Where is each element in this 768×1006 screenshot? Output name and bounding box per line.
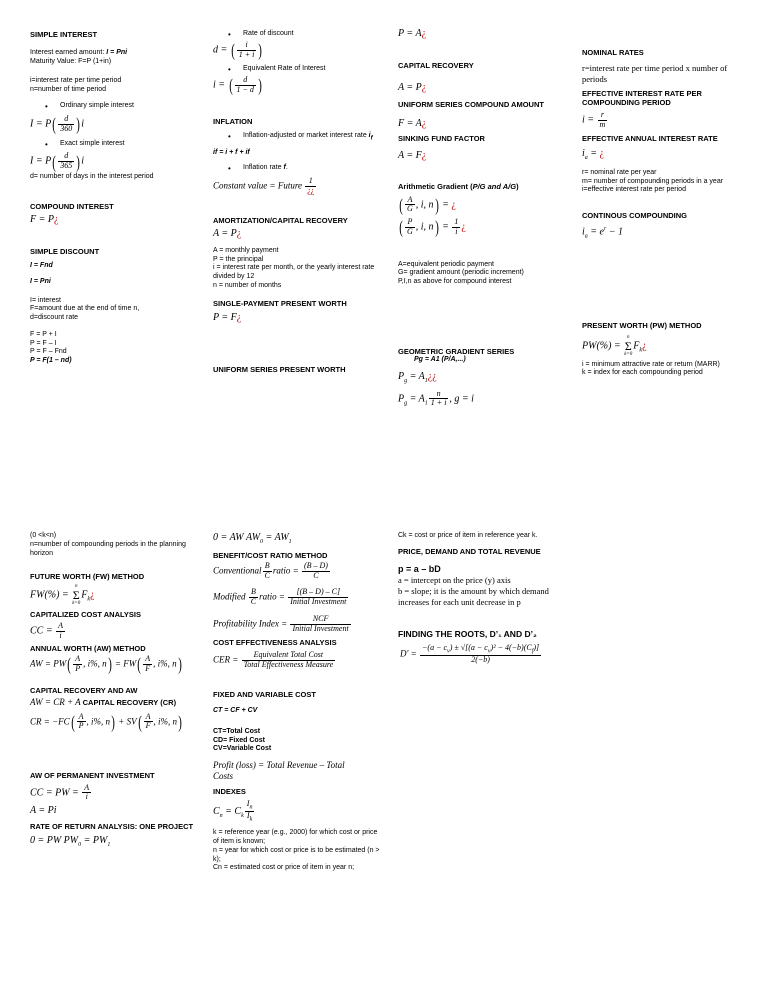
rate-of-discount: • Rate of discount — [213, 30, 383, 39]
m-def: m= number of compounding periods in a year — [582, 177, 724, 185]
am-p-def: P = the principal — [213, 255, 264, 263]
sff-formula: A = F¿ — [398, 149, 427, 161]
n-compounding-def: n=number of compounding periods in the planning horizon — [30, 540, 186, 557]
i-eff-def: i=effective interest rate per period — [582, 186, 686, 194]
inflation-rate: • Inflation rate f. — [213, 164, 383, 173]
k-range: (0 <k<n) — [30, 532, 57, 539]
nominal-rates-heading: NOMINAL RATES — [582, 48, 644, 57]
ct-def: CT=Total Cost — [213, 727, 261, 735]
a-pi-formula: A = Pi — [30, 805, 57, 817]
i-definition: i=interest rate per time period — [30, 76, 122, 84]
if-formula: if = i + f + if — [213, 148, 250, 156]
sppw-heading: SINGLE-PAYMENT PRESENT WORTH — [213, 298, 347, 308]
capital-recovery-formula: A = P¿ — [398, 81, 427, 93]
profit-formula: Profit (loss) = Total Revenue – Total Costs — [213, 760, 345, 782]
capitalized-cost-heading: CAPITALIZED COST ANALYSIS — [30, 609, 141, 619]
column-3 — [398, 28, 563, 408]
pg-formula: ( $\frac{P}{G}$ , i, n) = $\frac{1}{i}$ ¿ — [399, 217, 466, 238]
ordinary-simple-interest: • Ordinary simple interest — [30, 102, 195, 111]
am-i-def: i = interest rate per month, or the yearly interest rate divided by 12 — [213, 264, 375, 281]
n-definition: n=number of time period — [30, 85, 107, 93]
am-n-def: n = number of months — [213, 281, 282, 289]
amortization-heading: AMORTIZATION/CAPITAL RECOVERY — [213, 216, 348, 226]
roots-formula: D' = $\frac{-(a - c_v) \pm √[(a - c_v)^2 - 4(-b)(C_f)]}{2(-b)}$ — [400, 642, 540, 665]
intercept-def: a = intercept on the price (y) axis — [398, 575, 511, 586]
conventional-bc-formula: Conventional $\frac{B}{C}$ ratio = $\frac{(B - D)}{C}$ — [213, 560, 328, 580]
p-a-formula: P = A¿ — [398, 28, 427, 39]
ce-heading: COST EFFECTIVENESS ANALYSIS — [213, 637, 337, 647]
eir-heading: EFFECTIVE INTEREST RATE PER COMPOUNDING PERIOD — [582, 88, 702, 107]
uspw-heading: UNIFORM SERIES PRESENT WORTH — [213, 364, 346, 374]
nominal-def: r=interest rate per time period x number of periods — [582, 63, 728, 84]
cr-formula: CR = −FC( $\frac{A}{P}$ , i%, n) + SV( $\frac{A}{F}$ , i%, n) — [30, 711, 182, 732]
ct-formula: CT = CF + CV — [213, 707, 258, 714]
cr-aw-heading: CAPITAL RECOVERY AND AW — [30, 685, 138, 695]
pdt-heading: PRICE, DEMAND AND TOTAL REVENUE — [398, 546, 541, 556]
compound-formula: F = P¿ — [30, 214, 59, 226]
ck-def: Ck = cost or price of item in reference year k. — [398, 532, 538, 539]
sd-eq2: I = Pni — [30, 277, 51, 285]
am-a-def: A = monthly payment — [213, 246, 279, 254]
sd-interest: I= interest — [30, 296, 61, 304]
sff-heading: SINKING FUND FACTOR — [398, 134, 485, 144]
sd-d-def: d=discount rate — [30, 314, 79, 322]
compound-interest-heading: COMPOUND INTEREST — [30, 201, 114, 211]
inflation-adjusted: • Inflation-adjusted or market interest rate $i_f$ — [213, 132, 383, 143]
maturity-value: Maturity Value: F=P (1+in) — [30, 58, 112, 66]
aw-cr-line: AW = CR + A CAPITAL RECOVERY (CR) — [30, 696, 177, 707]
d-definition: d= number of days in the interest period — [30, 173, 154, 181]
cv-def: CV=Variable Cost — [213, 745, 272, 753]
uscaf-formula: F = A¿ — [398, 117, 427, 129]
sd-eq1: I = Fnd — [30, 262, 53, 270]
uscaf-heading: UNIFORM SERIES COMPOUND AMOUNT — [398, 100, 544, 110]
marr-def: i = minimum attractive rate or return (MARR) — [582, 360, 720, 368]
a-equiv-def: A=equivalent periodic payment — [398, 260, 494, 268]
simple-interest-heading: SIMPLE INTEREST — [30, 30, 98, 39]
column-4 — [582, 48, 752, 378]
aw-permanent-heading: AW OF PERMANENT INVESTMENT — [30, 771, 155, 781]
column-1 — [30, 30, 195, 366]
continuous-heading: CONTINOUS COMPOUNDING — [582, 211, 687, 221]
aw-formula: AW = PW( $\frac{A}{P}$ , i%, n) = FW( $\frac{A}{F}$ , i%, n) — [30, 653, 182, 675]
inflation-heading: INFLATION — [213, 116, 253, 126]
constant-value-formula: Constant value = Future $\frac{1}{¿¿}$ — [213, 176, 315, 196]
fw-heading: FUTURE WORTH (FW) METHOD — [30, 572, 145, 582]
indexes-heading: INDEXES — [213, 786, 246, 796]
pw-heading: PRESENT WORTH (PW) METHOD — [582, 321, 702, 331]
equivalent-rate: • Equivalent Rate of Interest — [213, 65, 383, 74]
idx-k-def: k = reference year (e.g., 2000) for which cost or price of item is known; — [213, 829, 378, 845]
pw-formula: PW(%) = n Σ $k=0F_k¿$ — [582, 334, 647, 357]
sd-line-3: P = F – Fnd — [30, 348, 67, 356]
roots-heading: FINDING THE ROOTS, D’₁ AND D’₂ — [398, 629, 537, 640]
pg-n-formula: $P_g = A_1$ $\frac{n}{1 + i}$ , g = i — [398, 388, 474, 408]
interest-earned-line: Interest earned amount: I = Pni — [30, 49, 128, 57]
exact-formula: I = P( $\frac{d}{365}$ )i — [30, 151, 84, 172]
slope-def: b = slope; it is the amount by which demand increases for each unit decrease in p — [398, 586, 549, 607]
ror-formula: 0 = PW $PW_0 = PW_1$ — [30, 835, 111, 849]
sppw-formula: P = F¿ — [213, 312, 242, 324]
simple-discount-heading: SIMPLE DISCOUNT — [30, 246, 100, 256]
sd-line-1: F = P + I — [30, 330, 57, 338]
cc-formula: CC = $\frac{A}{i}$ — [30, 621, 63, 640]
ror-heading: RATE OF RETURN ANALYSIS: ONE PROJECT — [30, 821, 194, 831]
column-1-lower — [30, 532, 195, 850]
sd-line-2: P = F – I — [30, 339, 57, 347]
column-3-lower — [398, 532, 558, 665]
g-def: G= gradient amount (periodic increment) — [398, 269, 524, 277]
geo-eq: Pg = A1 (P/A,...) — [414, 356, 466, 364]
fw-formula: FW(%) = n Σ $k=0F_k¿$ — [30, 583, 95, 606]
idx-cn-def: Cn = estimated cost or price of item in year n; — [213, 864, 355, 872]
exact-simple-interest: • Exact simple interest — [30, 140, 195, 149]
idx-n-def: n = year for which cost or price is to be estimated (n > k); — [213, 846, 380, 863]
profitability-formula: Profitability Index = $\frac{\text{NCF}}{\text{Initial Investment}}$ — [213, 614, 349, 633]
fvc-heading: FIXED AND VARIABLE COST — [213, 689, 316, 699]
pin-def: P,I,n as above for compound interest — [398, 278, 512, 286]
sd-line-4: P = F(1 – nd) — [30, 357, 72, 365]
equivalent-formula: i = ( $\frac{d}{1 - d}$ ) — [213, 75, 262, 96]
r-def: r= nominal rate per year — [582, 168, 657, 176]
index-formula: $C_n = C_k$ $\frac{I_n}{I_k}$ — [213, 798, 253, 823]
cc-pw-formula: CC = PW = $\frac{A}{i}$ — [30, 782, 90, 802]
eair-heading: EFFECTIVE ANNUAL INTEREST RATE — [582, 133, 718, 143]
capital-recovery-heading: CAPITAL RECOVERY — [398, 60, 474, 70]
amortization-formula: A = P¿ — [213, 228, 242, 240]
discount-formula: d = ( $\frac{i}{1 + i}$ ) — [213, 39, 263, 61]
sd-f-def: F=amount due at the end of time n, — [30, 305, 140, 313]
price-eq: p = a – bD — [398, 564, 441, 575]
column-2 — [213, 30, 383, 374]
ag-formula: ( $\frac{A}{G}$ , i, n) = ¿ — [399, 194, 456, 215]
column-2-lower — [213, 532, 383, 873]
pg-a1-formula: $P_g$ = $A_1¿¿$ — [398, 371, 437, 385]
ordinary-formula: I = P( $\frac{d}{360}$ )i — [30, 114, 84, 135]
k-index-def: k = index for each compounding period — [582, 369, 703, 377]
cer-formula: CER = $\frac{\text{Equivalent Total Cost}}{\text{Total Effectiveness Measure}}$ — [213, 650, 334, 669]
geometric-gradient-heading: GEOMETRIC GRADIENT SERIES — [398, 346, 515, 356]
aw-heading: ANNUAL WORTH (AW) METHOD — [30, 643, 146, 653]
eir-formula: i = $\frac{r}{m}$ — [582, 110, 606, 130]
modified-bc-formula: Modified $\frac{B}{C}$ ratio = $\frac{[(B - D) - C]}{\text{Initial Investment}}$ — [213, 587, 347, 607]
cd-def: CD= Fixed Cost — [213, 736, 265, 744]
continuous-formula: $i_a = e^r - 1$ — [582, 226, 624, 240]
aw-pw-formula: 0 = AW $AW_0 = AW_1$ — [213, 532, 292, 545]
bc-heading: BENEFIT/COST RATIO METHOD — [213, 550, 328, 560]
eair-formula: $i_a$ = ¿ — [582, 148, 604, 162]
arithmetic-gradient-heading: Arithmetic Gradient (P/G and A/G) — [398, 182, 519, 192]
